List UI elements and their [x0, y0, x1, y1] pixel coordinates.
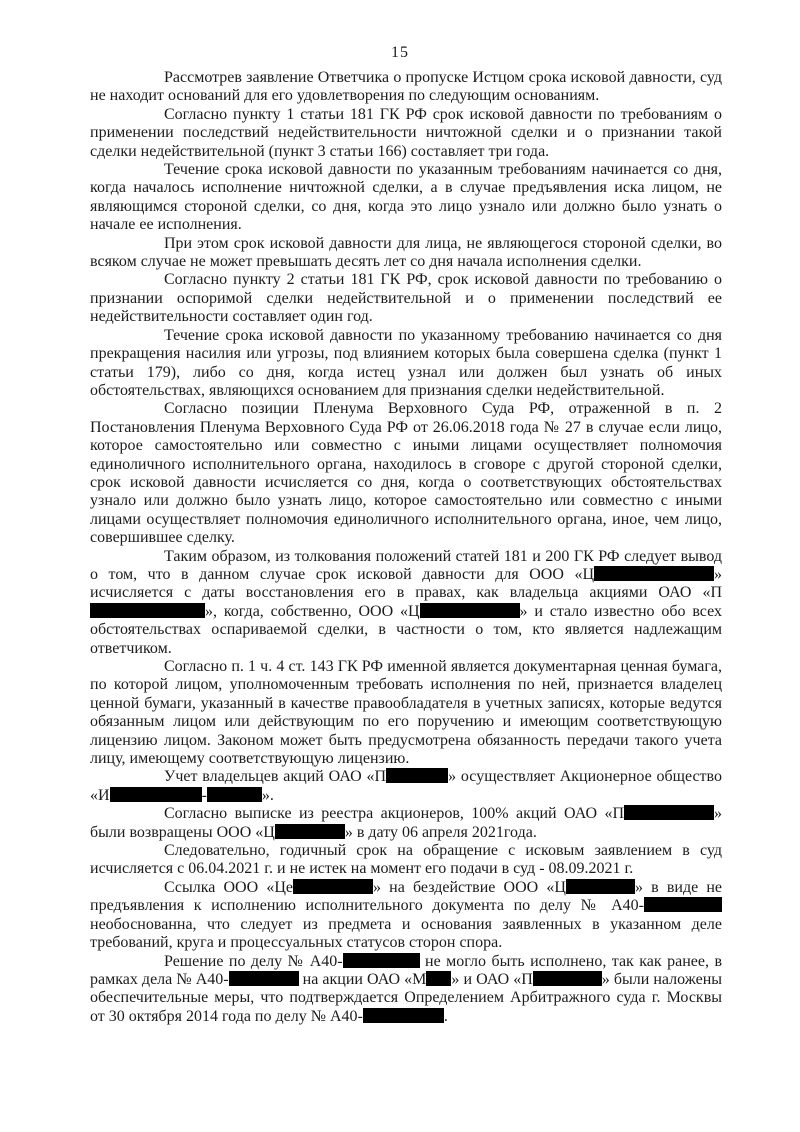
- paragraph: [90, 271, 722, 326]
- paragraph: [90, 658, 722, 768]
- text-run: Течение срока исковой давности по указанному требованию начинается со дня прекращения насилия или угрозы, под влиянием которых была совершена сделка (пункт 1 статьи 179), либо со дня, когда истец узнал или должен был узнать об иных обстоятельствах, являющихся основанием для признания сделки недействительной.: [90, 326, 722, 399]
- paragraph: [90, 327, 722, 401]
- redaction-block: [594, 566, 714, 581]
- redaction-block: [420, 603, 520, 618]
- text-run: не могло быть исполнено, так как ранее, в рамках дела № А40-: [90, 952, 722, 988]
- text-run: Согласно позиции Пленума Верховного Суда РФ, отраженной в п. 2 Постановления Пленума Верховного Суда РФ от 26.06.2018 года № 27 в случае если лицо, которое самостоятельно или совместно с иными лицами осуществляет полномочия единоличного исполнительного органа, находилось в сговоре с другой стороной сделки, срок исковой давности исчисляется со дня, когда о соответствующих обстоятельствах узнало или должно было узнать лицо, которое самостоятельно или совместно с иными лицами осуществляет полномочия единоличного исполнительного органа, иное, чем лицо, совершившее сделку.: [90, 400, 722, 547]
- redaction-block: [90, 603, 205, 618]
- text-run: » в дату 06 апреля 2021года.: [344, 823, 537, 841]
- paragraph: [90, 548, 722, 658]
- text-run: Согласно пункту 1 статьи 181 ГК РФ срок исковой давности по требованиям о применении последствий недействительности ничтожной сделки и о признании такой сделки недействительной (пункт 3 статьи 166) составляет три года.: [90, 105, 722, 160]
- text-run: Рассмотрев заявление Ответчика о пропуске Истцом срока исковой давности, суд не находит оснований для его удовлетворения по следующим основаниям.: [90, 69, 722, 105]
- redaction-block: [343, 953, 420, 968]
- paragraph: [90, 235, 722, 272]
- redaction-block: [644, 897, 722, 912]
- redaction-block: [229, 971, 299, 986]
- redaction-block: [386, 768, 448, 783]
- paragraph: [90, 768, 722, 805]
- text-run: » были наложены обеспечительные меры, что подтверждается Определением Арбитражного суда г. Москвы от 30 октября 2014 года по делу № А40-: [90, 970, 723, 1025]
- redaction-block: [293, 879, 373, 894]
- text-run: Учет владельцев акций ОАО «П: [164, 768, 387, 786]
- redaction-block: [533, 971, 602, 986]
- text-run: Согласно пункту 2 статьи 181 ГК РФ, срок исковой давности по требованию о признании оспоримой сделки недействительной и о применении последствий ее недействительности составляет один год.: [90, 271, 722, 326]
- text-run: » исчисляется с даты восстановления его в правах, как владельца акциями ОАО «П: [90, 565, 722, 602]
- text-run: необоснованна, что следует из предмета и основания заявленных в указанном деле требований, круга и процессуальных статусов сторон спора.: [90, 915, 722, 952]
- paragraph: [90, 953, 722, 1027]
- paragraph: [90, 842, 722, 879]
- redaction-block: [624, 805, 714, 820]
- text-run: -: [201, 786, 207, 804]
- paragraph: [90, 106, 722, 161]
- paragraph: [90, 400, 722, 547]
- redaction-block: [110, 787, 202, 802]
- redaction-block: [275, 824, 345, 839]
- text-run: При этом срок исковой давности для лица, не являющегося стороной сделки, во всяком случае не может превышать десять лет со дня начала исполнения сделки.: [90, 234, 722, 271]
- text-run: » и стало известно обо всех обстоятельствах оспариваемой сделки, в частности о том, кто является надлежащим ответчиком.: [90, 602, 722, 657]
- text-run: », когда, собственно, ООО «Ц: [205, 602, 420, 620]
- redaction-block: [426, 971, 451, 986]
- paragraph: [90, 805, 722, 842]
- page-number: 15: [391, 44, 409, 61]
- redaction-block: [207, 787, 262, 802]
- text-run: Решение по делу № А40-: [164, 952, 343, 970]
- document-body: [90, 69, 722, 1026]
- text-run: Следовательно, годичный срок на обращение с исковым заявлением в суд исчисляется с 06.04.2021 г. и не истек на момент его подачи в суд - 08.09.2021 г.: [90, 842, 722, 878]
- text-run: Согласно п. 1 ч. 4 ст. 143 ГК РФ именной является документарная ценная бумага, по которой лицом, уполномоченным требовать исполнения по ней, признается владелец ценной бумаги, указанный в качестве правообладателя в учетных записях, которые ведутся обязанным лицом или действующим по его поручению и имеющим соответствующую лицензию лицом. Законом может быть предусмотрена обязанность передачи такого учета лицу, имеющему соответствующую лицензию.: [90, 658, 722, 768]
- text-run: Согласно выписке из реестра акционеров, 100% акций ОАО «П: [164, 805, 624, 823]
- paragraph: [90, 69, 722, 106]
- text-run: » и ОАО «П: [451, 970, 533, 988]
- text-run: .: [443, 1007, 448, 1025]
- text-run: на акции ОАО «М: [298, 970, 427, 988]
- text-run: ».: [261, 786, 274, 804]
- text-run: » в виде не предъявления к исполнению исполнительного документа по делу № А40-: [90, 878, 723, 915]
- text-run: Таким образом, из толкования положений статей 181 и 200 ГК РФ следует вывод о том, что в данном случае срок исковой давности для ООО «Ц: [90, 547, 722, 583]
- paragraph: [90, 161, 722, 235]
- text-run: Течение срока исковой давности по указанным требованиям начинается со дня, когда началось исполнение ничтожной сделки, а в случае предъявления иска лицом, не являющимся стороной сделки, со дня, когда это лицо узнало или должно было узнать о начале ее исполнения.: [90, 161, 722, 234]
- text-run: » на бездействие ООО «Ц: [373, 878, 566, 896]
- paragraph: [90, 879, 722, 953]
- text-run: » осуществляет Акционерное общество «И: [90, 768, 722, 804]
- redaction-block: [566, 879, 635, 894]
- text-run: Ссылка ООО «Це: [164, 878, 293, 896]
- redaction-block: [363, 1008, 444, 1023]
- text-run: » были возвращены ООО «Ц: [90, 805, 722, 841]
